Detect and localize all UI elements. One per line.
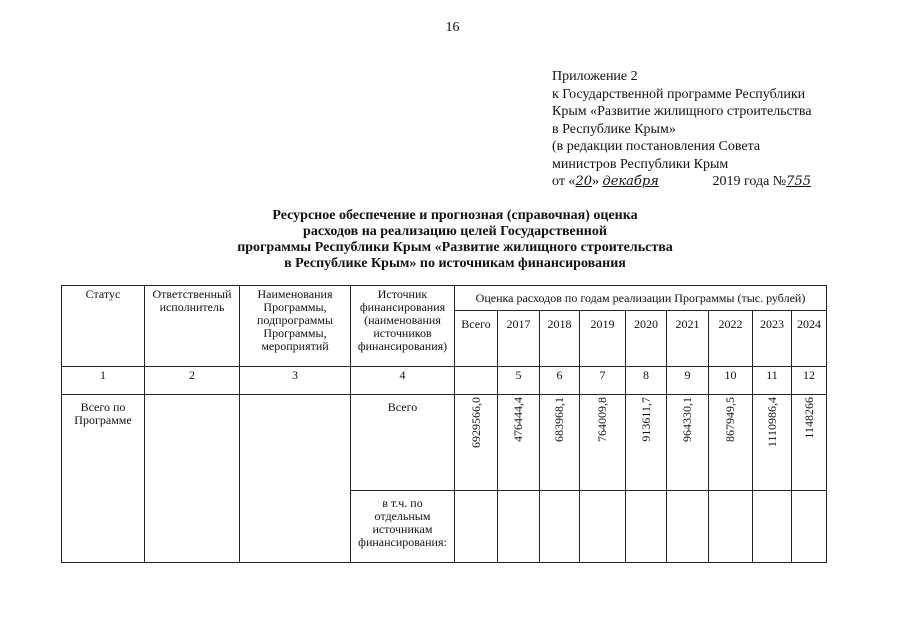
cell-year-value [580, 395, 626, 491]
cell-executor [145, 395, 240, 563]
column-number [455, 367, 498, 395]
column-number: 7 [580, 367, 626, 395]
appendix-line: (в редакции постановления Совета [552, 139, 761, 154]
appendix-line: Приложение 2 [552, 69, 638, 84]
cell-empty [709, 491, 753, 563]
value-year: 1110986,4 [764, 397, 779, 448]
column-number: 10 [709, 367, 753, 395]
header-year: 2021 [667, 311, 709, 367]
appendix-date-line [552, 173, 882, 191]
appendix-line: Крым «Развитие жилищного строительства [552, 104, 812, 119]
column-number: 6 [540, 367, 580, 395]
header-total: Всего [455, 311, 498, 367]
cell-empty [792, 491, 827, 563]
value-year: 1148266 [801, 397, 816, 439]
column-number: 11 [753, 367, 792, 395]
cell-empty [455, 491, 498, 563]
cell-source-breakdown: в т.ч. по отдельным источникам финансирования: [351, 491, 455, 563]
cell-year-value [667, 395, 709, 491]
cell-names [240, 395, 351, 563]
value-year: 683968,1 [552, 397, 566, 442]
date-suffix: 2019 года № [712, 174, 787, 189]
resource-table [61, 285, 827, 563]
cell-empty [580, 491, 626, 563]
cell-year-value [540, 395, 580, 491]
header-names: Наименования Программы, подпрограммы Программы, мероприятий [240, 286, 351, 367]
cell-year-value [498, 395, 540, 491]
page-number: 16 [445, 20, 460, 35]
column-number: 4 [351, 367, 455, 395]
value-year: 764009,8 [595, 397, 609, 442]
title-line: программы Республики Крым «Развитие жилищного строительства [237, 240, 673, 255]
cell-year-value [709, 395, 753, 491]
column-number: 5 [498, 367, 540, 395]
header-estimate: Оценка расходов по годам реализации Программы (тыс. рублей) [455, 286, 827, 311]
header-year: 2019 [580, 311, 626, 367]
header-year: 2017 [498, 311, 540, 367]
value-year: 964330,1 [680, 397, 694, 442]
cell-empty [667, 491, 709, 563]
cell-year-value [792, 395, 827, 491]
cell-empty [498, 491, 540, 563]
date-day: 20 [575, 174, 592, 189]
column-number: 2 [145, 367, 240, 395]
cell-total [455, 395, 498, 491]
header-year: 2020 [626, 311, 667, 367]
cell-empty [540, 491, 580, 563]
column-number: 12 [792, 367, 827, 395]
document-title [190, 208, 720, 272]
column-number: 1 [62, 367, 145, 395]
cell-empty [753, 491, 792, 563]
value-year: 476444,4 [511, 397, 525, 442]
appendix-line: в Республике Крым» [552, 121, 676, 137]
header-year: 2024 [792, 311, 827, 367]
appendix-line: к Государственной программе Республики [552, 86, 806, 102]
header-year: 2022 [709, 311, 753, 367]
value-year: 867949,5 [723, 397, 737, 442]
date-month: декабря [602, 174, 659, 189]
cell-status: Всего по Программе [62, 395, 145, 563]
date-number: 755 [786, 174, 811, 189]
header-year: 2023 [753, 311, 792, 367]
header-year: 2018 [540, 311, 580, 367]
cell-year-value [753, 395, 792, 491]
column-number: 9 [667, 367, 709, 395]
value-total: 6929566,0 [468, 397, 483, 448]
date-mid: » [591, 174, 603, 189]
value-year: 913611,7 [638, 397, 653, 442]
cell-source-total: Всего [351, 395, 455, 491]
cell-year-value [626, 395, 667, 491]
column-number: 3 [240, 367, 351, 395]
cell-empty [626, 491, 667, 563]
title-line: расходов на реализацию целей Государственной [303, 224, 607, 239]
title-line: в Республике Крым» по источникам финансирования [284, 256, 626, 271]
header-executor: Ответственный исполнитель [145, 286, 240, 367]
title-line: Ресурсное обеспечение и прогнозная (справочная) оценка [272, 208, 638, 223]
column-number: 8 [626, 367, 667, 395]
appendix-block [552, 68, 882, 191]
appendix-line: министров Республики Крым [552, 156, 729, 172]
header-source: Источник финансирования (наименования источников финансирования) [351, 286, 455, 367]
header-status: Статус [62, 286, 145, 367]
date-prefix: от « [552, 174, 576, 189]
